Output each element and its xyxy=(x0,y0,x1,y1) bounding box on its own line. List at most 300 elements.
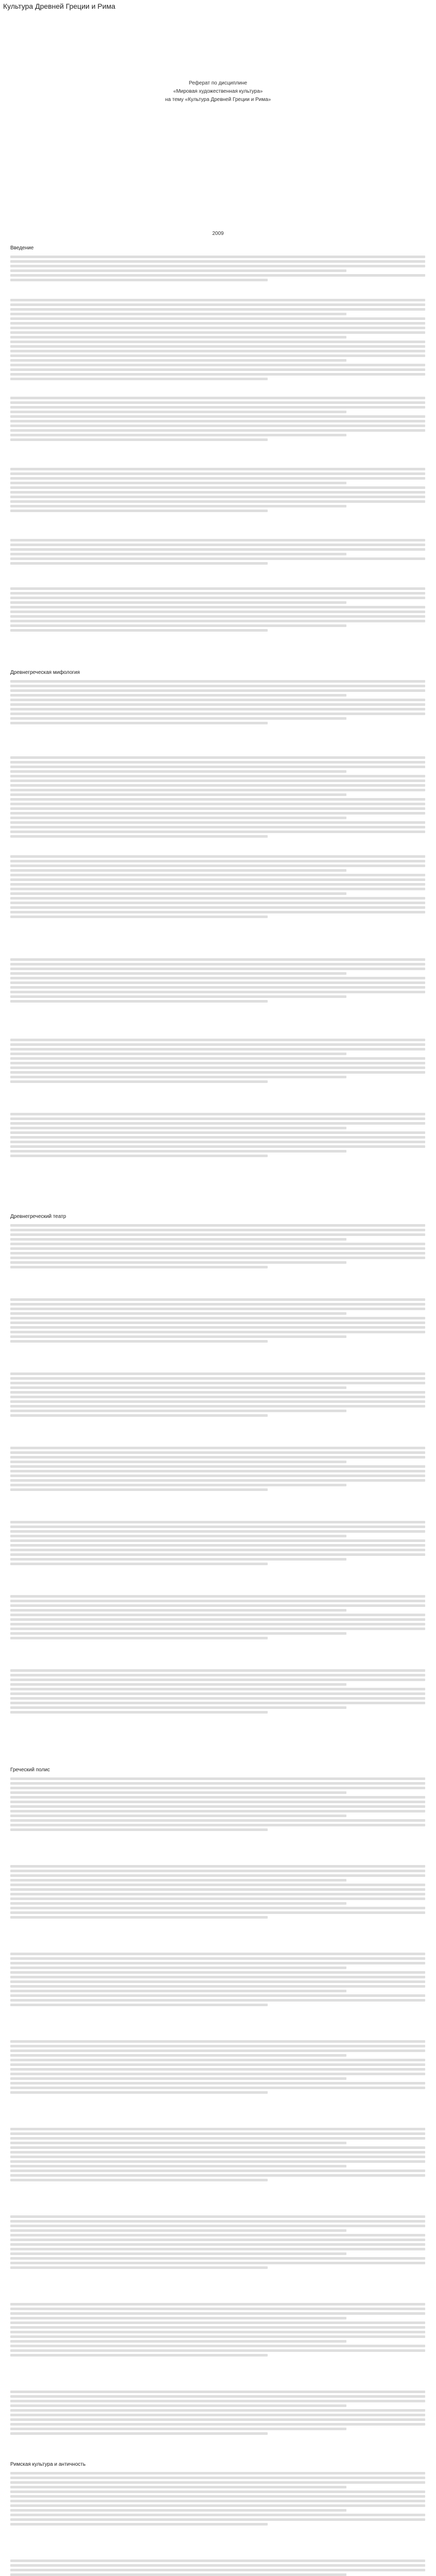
text-line xyxy=(10,2087,425,2089)
text-line xyxy=(10,2560,425,2562)
text-line xyxy=(10,1971,425,1974)
paragraph-placeholder xyxy=(10,1595,425,1641)
text-line xyxy=(10,2345,425,2347)
text-line xyxy=(10,350,425,352)
text-line xyxy=(10,2156,425,2158)
paragraph-placeholder xyxy=(10,855,425,920)
paragraph-placeholder xyxy=(10,2040,425,2096)
text-line xyxy=(10,1066,425,1069)
text-line xyxy=(10,2215,425,2218)
text-line xyxy=(10,1377,425,1380)
text-line xyxy=(10,756,425,759)
text-line xyxy=(10,1888,425,1891)
text-line xyxy=(10,972,346,975)
text-line xyxy=(10,2045,425,2047)
text-line xyxy=(10,1062,425,1064)
text-line xyxy=(10,1916,268,1919)
text-line xyxy=(10,2354,268,2357)
paragraph-placeholder xyxy=(10,587,425,634)
text-line xyxy=(10,1257,425,1259)
text-line xyxy=(10,265,425,267)
text-line xyxy=(10,1782,425,1785)
text-line xyxy=(10,911,425,913)
cover-line-1: Реферат по дисциплине xyxy=(188,80,248,86)
paragraph-placeholder xyxy=(10,2560,425,2576)
text-line xyxy=(10,1815,346,1817)
text-line xyxy=(10,1801,425,1803)
text-line xyxy=(10,1697,425,1700)
text-line xyxy=(10,1563,268,1565)
text-line xyxy=(10,897,425,900)
text-line xyxy=(10,1897,425,1900)
text-line xyxy=(10,1674,425,1676)
text-line xyxy=(10,1669,425,1672)
text-line xyxy=(10,2063,425,2066)
text-line xyxy=(10,1335,346,1338)
text-line xyxy=(10,1980,425,1983)
text-line xyxy=(10,468,425,470)
text-line xyxy=(10,260,425,263)
text-line xyxy=(10,429,425,432)
text-line xyxy=(10,803,425,805)
paragraph-placeholder xyxy=(10,1777,425,1833)
text-line xyxy=(10,553,346,555)
text-line xyxy=(10,341,425,343)
text-line xyxy=(10,963,425,965)
text-line xyxy=(10,1326,425,1329)
text-line xyxy=(10,1990,346,1992)
text-line xyxy=(10,2569,425,2571)
text-line xyxy=(10,807,425,810)
text-line xyxy=(10,2151,425,2154)
text-line xyxy=(10,322,425,325)
text-line xyxy=(10,2423,425,2426)
text-line xyxy=(10,544,425,546)
text-line xyxy=(10,1679,425,1681)
text-line xyxy=(10,2252,346,2255)
text-line xyxy=(10,500,425,503)
text-line xyxy=(10,406,425,409)
text-line xyxy=(10,835,268,838)
text-line xyxy=(10,299,425,301)
text-line xyxy=(10,1391,425,1394)
text-line xyxy=(10,624,346,627)
text-line xyxy=(10,1261,346,1264)
text-line xyxy=(10,1340,268,1343)
text-line xyxy=(10,1994,425,1997)
text-line xyxy=(10,2137,425,2140)
text-line xyxy=(10,1558,346,1561)
text-line xyxy=(10,1805,425,1808)
text-line xyxy=(10,1396,425,1398)
text-line xyxy=(10,766,425,768)
paragraph-placeholder xyxy=(10,680,425,726)
text-line xyxy=(10,1976,425,1978)
text-line xyxy=(10,1113,425,1115)
text-line xyxy=(10,1870,425,1872)
text-line xyxy=(10,397,425,399)
section-heading-mythology: Древнегреческая мифология xyxy=(10,670,80,675)
text-line xyxy=(10,539,425,541)
text-line xyxy=(10,327,425,329)
text-line xyxy=(10,373,425,376)
text-line xyxy=(10,865,425,867)
text-line xyxy=(10,1623,425,1625)
text-line xyxy=(10,1957,425,1960)
paragraph-placeholder xyxy=(10,299,425,382)
text-line xyxy=(10,2414,425,2416)
text-line xyxy=(10,713,425,715)
text-line xyxy=(10,256,425,258)
text-line xyxy=(10,420,425,422)
text-line xyxy=(10,2077,346,2080)
text-line xyxy=(10,505,346,507)
text-line xyxy=(10,1053,346,1055)
paragraph-placeholder xyxy=(10,2215,425,2271)
text-line xyxy=(10,878,425,881)
text-line xyxy=(10,548,425,551)
text-line xyxy=(10,2179,268,2181)
text-line xyxy=(10,1530,425,1533)
text-line xyxy=(10,784,425,787)
text-line xyxy=(10,1414,268,1417)
text-line xyxy=(10,2303,425,2306)
text-line xyxy=(10,703,425,706)
text-line xyxy=(10,2523,268,2526)
text-line xyxy=(10,2165,346,2167)
text-line xyxy=(10,2128,425,2130)
text-line xyxy=(10,620,425,622)
text-line xyxy=(10,2564,425,2567)
text-line xyxy=(10,2335,425,2338)
cover-year: 2009 xyxy=(212,231,224,236)
text-line xyxy=(10,1637,268,1639)
text-line xyxy=(10,359,346,362)
text-line xyxy=(10,1312,346,1315)
text-line xyxy=(10,1999,425,2002)
text-line xyxy=(10,874,425,876)
paragraph-placeholder xyxy=(10,2391,425,2437)
text-line xyxy=(10,2091,268,2094)
text-line xyxy=(10,1706,346,1709)
text-line xyxy=(10,2391,425,2393)
text-line xyxy=(10,968,425,970)
text-line xyxy=(10,2004,268,2006)
text-line xyxy=(10,496,425,498)
text-line xyxy=(10,1600,425,1602)
text-line xyxy=(10,1902,346,1905)
text-line xyxy=(10,615,425,618)
text-line xyxy=(10,1985,425,1988)
text-line xyxy=(10,821,425,824)
text-line xyxy=(10,1879,346,1882)
text-line xyxy=(10,1907,425,1909)
text-line xyxy=(10,2409,425,2412)
text-line xyxy=(10,1410,346,1412)
text-line xyxy=(10,1777,425,1780)
text-line xyxy=(10,2054,346,2057)
text-line xyxy=(10,1141,425,1143)
text-line xyxy=(10,680,425,683)
text-line xyxy=(10,415,425,418)
text-line xyxy=(10,1604,425,1607)
text-line xyxy=(10,1247,425,1250)
text-line xyxy=(10,1321,425,1324)
paragraph-placeholder xyxy=(10,256,425,283)
text-line xyxy=(10,1238,346,1241)
text-line xyxy=(10,2349,425,2352)
text-line xyxy=(10,2082,425,2084)
text-line xyxy=(10,1824,425,1826)
section-heading-polis: Греческий полис xyxy=(10,1767,50,1773)
text-line xyxy=(10,2500,425,2502)
text-line xyxy=(10,1702,425,1704)
text-line xyxy=(10,817,346,819)
text-line xyxy=(10,1962,425,1964)
text-line xyxy=(10,977,425,979)
paragraph-placeholder xyxy=(10,1669,425,1716)
text-line xyxy=(10,472,425,475)
text-line xyxy=(10,1136,425,1139)
text-line xyxy=(10,2486,346,2488)
text-line xyxy=(10,2174,425,2177)
text-line xyxy=(10,2142,346,2144)
text-line xyxy=(10,1243,425,1245)
text-line xyxy=(10,2395,425,2398)
text-line xyxy=(10,510,268,512)
text-line xyxy=(10,1810,425,1812)
text-line xyxy=(10,364,425,366)
paragraph-placeholder xyxy=(10,958,425,1005)
text-line xyxy=(10,1893,425,1895)
text-line xyxy=(10,2518,425,2521)
text-line xyxy=(10,2132,425,2135)
text-line xyxy=(10,2049,425,2052)
text-line xyxy=(10,1266,268,1268)
text-line xyxy=(10,2472,425,2475)
text-line xyxy=(10,902,425,904)
text-line xyxy=(10,1609,346,1612)
text-line xyxy=(10,1447,425,1449)
text-line xyxy=(10,303,425,306)
text-line xyxy=(10,313,346,315)
paragraph-placeholder xyxy=(10,1447,425,1493)
text-line xyxy=(10,1683,346,1686)
text-line xyxy=(10,482,346,484)
text-line xyxy=(10,1155,268,1157)
text-line xyxy=(10,1953,425,1955)
text-line xyxy=(10,793,346,796)
text-line xyxy=(10,1043,425,1046)
text-line xyxy=(10,1076,346,1078)
text-line xyxy=(10,587,425,590)
paragraph-placeholder xyxy=(10,1113,425,1159)
text-line xyxy=(10,2312,425,2315)
text-line xyxy=(10,601,346,604)
text-line xyxy=(10,1967,346,1969)
text-line xyxy=(10,1549,425,1551)
paragraph-placeholder xyxy=(10,1521,425,1567)
text-line xyxy=(10,1150,346,1153)
text-line xyxy=(10,694,346,697)
text-line xyxy=(10,1539,425,1542)
text-line xyxy=(10,2340,346,2343)
text-line xyxy=(10,1819,425,1822)
text-line xyxy=(10,916,268,918)
text-line xyxy=(10,1526,425,1528)
cover-line-2: «Мировая художественная культура» xyxy=(173,89,263,94)
text-line xyxy=(10,1461,346,1463)
text-line xyxy=(10,1071,425,1074)
text-line xyxy=(10,1382,425,1384)
text-line xyxy=(10,1229,425,1231)
text-line xyxy=(10,434,346,436)
text-line xyxy=(10,1488,268,1491)
text-line xyxy=(10,1791,346,1794)
paragraph-placeholder xyxy=(10,1953,425,2008)
text-line xyxy=(10,1787,425,1789)
paragraph-placeholder xyxy=(10,2128,425,2183)
section-heading-theater: Древнегреческий театр xyxy=(10,1214,66,1219)
text-line xyxy=(10,331,425,334)
text-line xyxy=(10,2146,425,2149)
text-line xyxy=(10,368,425,371)
text-line xyxy=(10,869,346,872)
text-line xyxy=(10,438,268,441)
text-line xyxy=(10,1535,346,1537)
text-line xyxy=(10,775,425,777)
text-line xyxy=(10,597,425,599)
text-line xyxy=(10,611,425,613)
text-line xyxy=(10,2220,425,2223)
text-line xyxy=(10,336,346,338)
text-line xyxy=(10,592,425,595)
text-line xyxy=(10,1308,425,1310)
text-line xyxy=(10,888,425,890)
text-line xyxy=(10,1122,425,1125)
text-line xyxy=(10,789,425,791)
text-line xyxy=(10,986,425,989)
text-line xyxy=(10,2573,346,2576)
text-line xyxy=(10,1233,425,1236)
text-line xyxy=(10,1618,425,1621)
text-line xyxy=(10,274,425,277)
text-line xyxy=(10,345,425,348)
text-line xyxy=(10,1131,425,1134)
text-line xyxy=(10,689,425,692)
text-line xyxy=(10,798,425,801)
text-line xyxy=(10,1252,425,1255)
text-line xyxy=(10,708,425,710)
text-line xyxy=(10,562,268,565)
text-line xyxy=(10,2400,425,2402)
paragraph-placeholder xyxy=(10,756,425,840)
text-line xyxy=(10,1080,268,1083)
text-line xyxy=(10,1628,425,1630)
text-line xyxy=(10,2234,425,2236)
text-line xyxy=(10,906,425,909)
text-line xyxy=(10,699,425,701)
text-line xyxy=(10,1484,346,1486)
text-line xyxy=(10,1405,425,1408)
text-line xyxy=(10,1874,425,1877)
text-line xyxy=(10,1595,425,1598)
text-line xyxy=(10,2509,346,2512)
text-line xyxy=(10,1317,425,1319)
text-line xyxy=(10,1127,346,1129)
text-line xyxy=(10,1911,425,1914)
text-line xyxy=(10,2331,425,2333)
text-line xyxy=(10,2059,425,2061)
text-line xyxy=(10,279,268,281)
paragraph-placeholder xyxy=(10,1224,425,1270)
text-line xyxy=(10,2432,268,2435)
text-line xyxy=(10,308,425,311)
text-line xyxy=(10,1456,425,1459)
text-line xyxy=(10,2170,425,2172)
text-line xyxy=(10,1224,425,1227)
paragraph-placeholder xyxy=(10,1298,425,1345)
text-line xyxy=(10,1828,268,1831)
paragraph-placeholder xyxy=(10,397,425,443)
text-line xyxy=(10,883,425,886)
text-line xyxy=(10,2248,425,2250)
page-title: Культура Древней Греции и Рима xyxy=(3,2,116,10)
text-line xyxy=(10,2160,425,2163)
text-line xyxy=(10,354,425,357)
text-line xyxy=(10,2225,425,2227)
text-line xyxy=(10,1400,425,1403)
text-line xyxy=(10,1451,425,1454)
paragraph-placeholder xyxy=(10,2472,425,2528)
text-line xyxy=(10,1039,425,1041)
text-line xyxy=(10,2266,268,2269)
paragraph-placeholder xyxy=(10,2303,425,2359)
text-line xyxy=(10,2243,425,2246)
text-line xyxy=(10,317,425,320)
text-line xyxy=(10,2481,425,2484)
text-line xyxy=(10,1465,425,1468)
text-line xyxy=(10,2477,425,2479)
text-line xyxy=(10,411,346,413)
text-line xyxy=(10,958,425,961)
text-line xyxy=(10,2495,425,2498)
text-line xyxy=(10,629,268,632)
text-line xyxy=(10,779,425,782)
text-line xyxy=(10,981,425,984)
text-line xyxy=(10,1544,425,1547)
text-line xyxy=(10,2229,346,2232)
text-line xyxy=(10,1298,425,1301)
text-line xyxy=(10,1048,425,1050)
text-line xyxy=(10,1117,425,1120)
text-line xyxy=(10,722,268,724)
text-line xyxy=(10,831,425,833)
text-line xyxy=(10,2239,425,2241)
text-line xyxy=(10,1372,425,1375)
text-line xyxy=(10,855,425,858)
text-line xyxy=(10,1614,425,1616)
text-line xyxy=(10,1865,425,1868)
text-line xyxy=(10,2504,425,2507)
text-line xyxy=(10,1521,425,1523)
text-line xyxy=(10,761,425,764)
text-line xyxy=(10,826,425,828)
text-line xyxy=(10,1688,425,1690)
text-line xyxy=(10,269,346,272)
text-line xyxy=(10,1711,268,1714)
text-line xyxy=(10,2321,425,2324)
